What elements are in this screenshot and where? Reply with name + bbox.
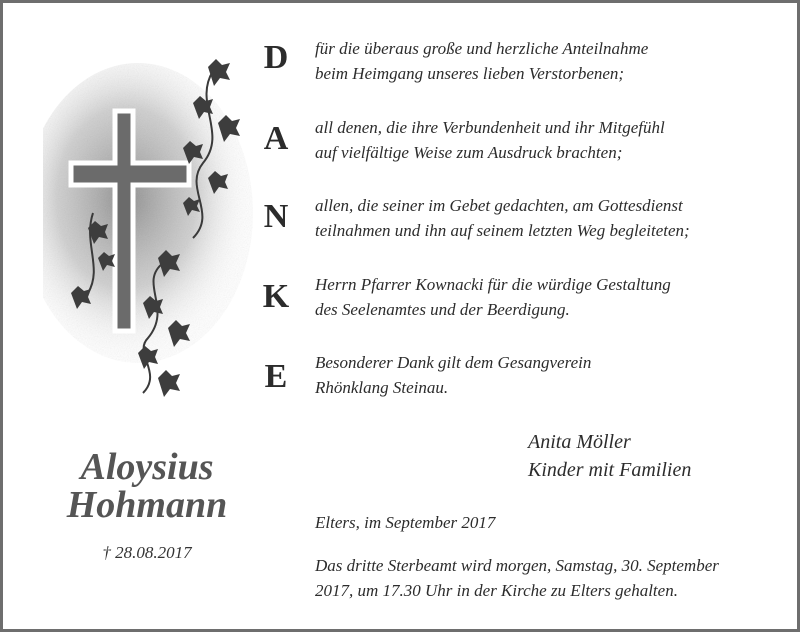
thanks-line: all denen, die ihre Verbundenheit und ihr Mitgefühl bbox=[315, 118, 665, 137]
signature-line: Anita Möller bbox=[528, 431, 631, 453]
mass-notice bbox=[315, 553, 719, 603]
thanks-paragraph-1 bbox=[315, 36, 648, 86]
thanks-line: Rhönklang Steinau. bbox=[315, 378, 449, 397]
thanks-line: teilnahmen und ihn auf seinem letzten Weg begleiteten; bbox=[315, 221, 690, 240]
signatures bbox=[528, 428, 691, 484]
deceased-first-name: Aloysius bbox=[80, 446, 214, 488]
cross-with-ivy-icon bbox=[43, 53, 263, 413]
danke-letter-k: K bbox=[262, 278, 290, 315]
danke-letter-d: D bbox=[263, 39, 289, 76]
thanks-line: auf vielfältige Weise zum Ausdruck brachten; bbox=[315, 143, 623, 162]
danke-letter-n: N bbox=[263, 198, 289, 235]
deceased-last-name: Hohmann bbox=[66, 484, 228, 526]
thanks-paragraph-3 bbox=[315, 193, 690, 243]
place-date-line: Elters, im September 2017 bbox=[315, 513, 496, 532]
signature-line: Kinder mit Familien bbox=[528, 459, 692, 481]
death-date: † 28.08.2017 bbox=[102, 543, 192, 562]
thanks-line: für die überaus große und herzliche Anteilnahme bbox=[315, 39, 649, 58]
thanks-paragraph-2 bbox=[315, 115, 665, 165]
thanks-line: Besonderer Dank gilt dem Gesangverein bbox=[315, 353, 592, 372]
thanks-line: allen, die seiner im Gebet gedachten, am Gottesdienst bbox=[315, 196, 683, 215]
notice-line: 2017, um 17.30 Uhr in der Kirche zu Elters gehalten. bbox=[315, 581, 678, 600]
thanks-paragraph-5 bbox=[315, 350, 591, 400]
place-date bbox=[315, 510, 495, 535]
danke-letter-a: A bbox=[263, 120, 289, 157]
thanks-line: beim Heimgang unseres lieben Verstorbenen; bbox=[315, 64, 625, 83]
thanks-line: Herrn Pfarrer Kownacki für die würdige Gestaltung bbox=[315, 275, 671, 294]
thanks-paragraph-4 bbox=[315, 272, 671, 322]
notice-line: Das dritte Sterbeamt wird morgen, Samstag, 30. September bbox=[315, 556, 719, 575]
danke-letter-e: E bbox=[264, 358, 288, 395]
thanks-line: des Seelenamtes und der Beerdigung. bbox=[315, 300, 570, 319]
